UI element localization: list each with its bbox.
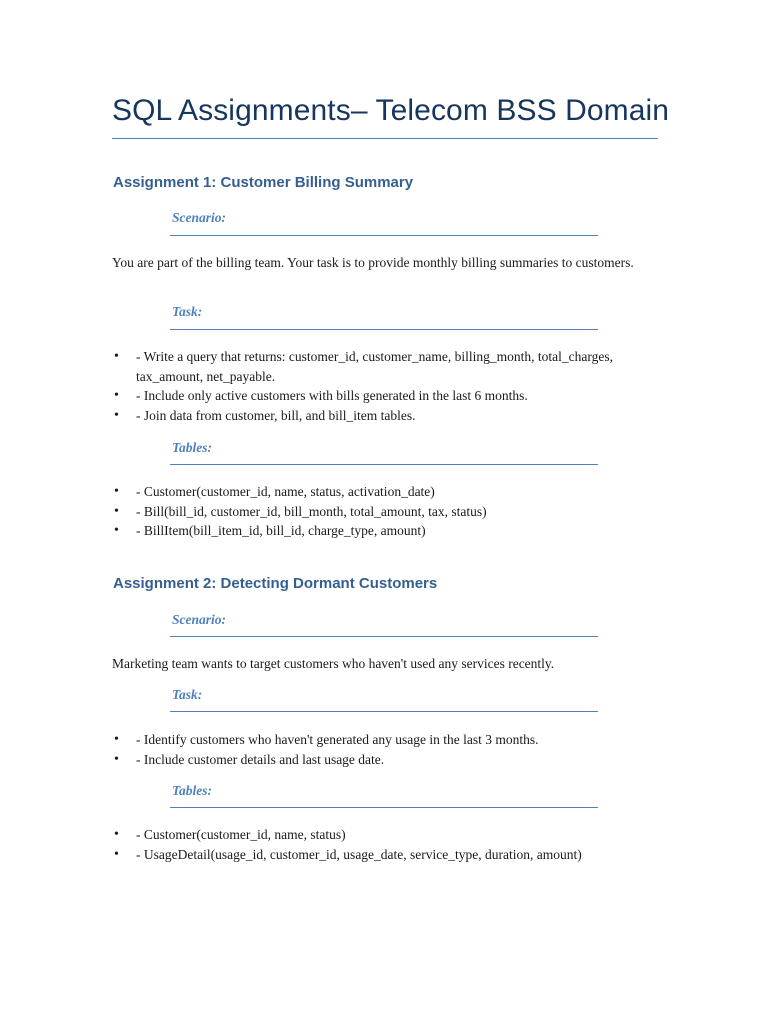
task-list-item: • - Include only active customers with bills generated in the last 6 months.	[112, 386, 672, 406]
table-list-item: • - Bill(bill_id, customer_id, bill_month, total_amount, tax, status)	[112, 502, 672, 522]
assignment-1-tables-list	[112, 482, 672, 541]
assignment-1-scenario-divider	[170, 235, 598, 236]
assignment-2-heading: Assignment 2: Detecting Dormant Customers	[113, 575, 438, 592]
assignment-1-tables-label: Tables:	[172, 440, 212, 455]
assignment-1-task-divider	[170, 329, 598, 330]
assignment-2-tables-list	[112, 825, 672, 864]
assignment-2-scenario-divider	[170, 636, 598, 637]
assignment-2-scenario-label: Scenario:	[172, 612, 226, 627]
assignment-1-tables-divider	[170, 464, 598, 465]
assignment-2-tables-divider	[170, 807, 598, 808]
assignment-2-task-divider	[170, 711, 598, 712]
assignment-2-task-label: Task:	[172, 687, 203, 702]
task-list-item: • - Write a query that returns: customer_id, customer_name, billing_month, total_charges, tax_amount, net_payable.	[112, 347, 672, 386]
task-list-item: • - Include customer details and last usage date.	[112, 750, 672, 770]
table-list-item: • - Customer(customer_id, name, status, activation_date)	[112, 482, 672, 502]
assignment-1-heading: Assignment 1: Customer Billing Summary	[113, 174, 414, 191]
assignment-2-scenario-text: Marketing team wants to target customers who haven't used any services recently.	[112, 656, 555, 671]
assignment-1-task-label: Task:	[172, 304, 203, 319]
table-list-item: • - Customer(customer_id, name, status)	[112, 825, 672, 845]
assignment-1-scenario-label: Scenario:	[172, 210, 226, 225]
table-list-item: • - BillItem(bill_item_id, bill_id, charge_type, amount)	[112, 521, 672, 541]
assignment-1-task-list	[112, 347, 672, 425]
task-list-item: • - Join data from customer, bill, and bill_item tables.	[112, 406, 672, 426]
assignment-2-tables-label: Tables:	[172, 783, 212, 798]
assignment-1-scenario-text: You are part of the billing team. Your task is to provide monthly billing summaries to customers.	[112, 255, 634, 270]
title-divider	[112, 138, 658, 139]
document-title: SQL Assignments– Telecom BSS Domain	[112, 94, 670, 127]
task-list-item: • - Identify customers who haven't generated any usage in the last 3 months.	[112, 730, 672, 750]
assignment-2-task-list	[112, 730, 672, 769]
table-list-item: • - UsageDetail(usage_id, customer_id, usage_date, service_type, duration, amount)	[112, 845, 672, 865]
